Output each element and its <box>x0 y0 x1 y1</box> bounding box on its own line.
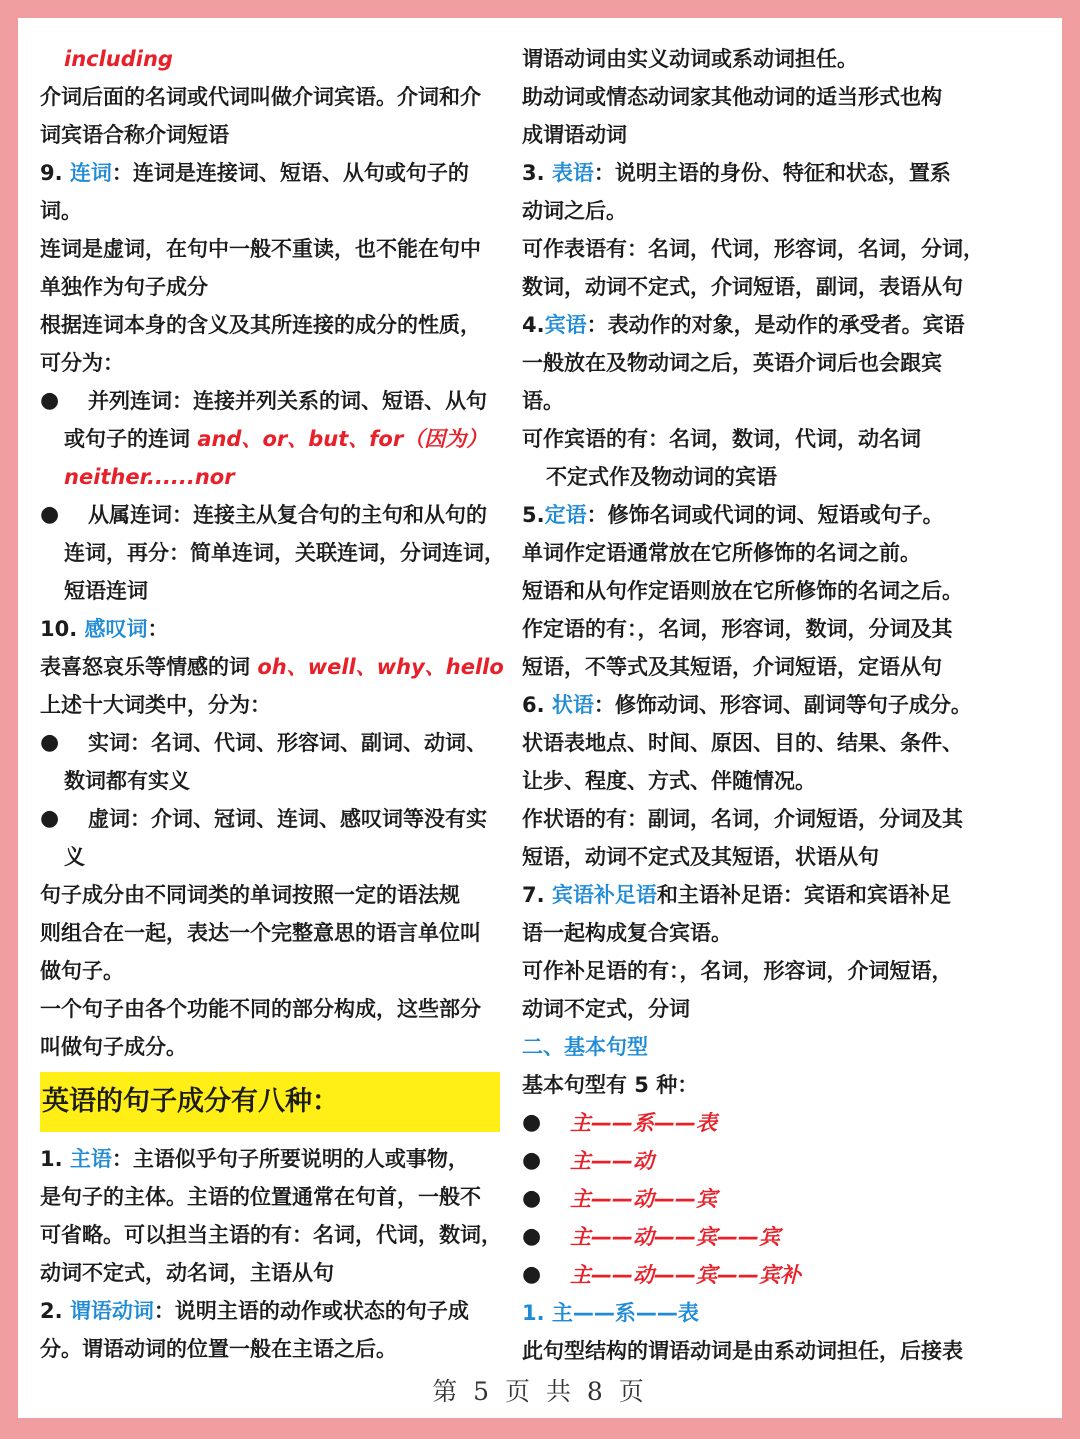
text-line: 分。谓语动词的位置一般在主语之后。 <box>40 1337 397 1361</box>
section-9-heading <box>40 154 512 192</box>
left-column <box>40 40 512 1368</box>
page-number: 第 5 页 共 8 页 <box>432 1377 648 1406</box>
text-line: 根据连词本身的含义及其所连接的成分的性质， <box>40 313 481 337</box>
section-7-heading: 7. 宾语补足语和主语补足语：宾语和宾语补足 <box>522 883 951 907</box>
bullet-item-subordinating: ● 从属连词：连接主从复合句的主句和从句的 <box>40 496 512 534</box>
text-line: 数词，动词不定式，介词短语，副词，表语从句 <box>522 275 963 299</box>
text-line: 基本句型有 5 种： <box>522 1073 699 1097</box>
text-line: 单词作定语通常放在它所修饰的名词之前。 <box>522 541 921 565</box>
text-line: 则组合在一起，表达一个完整意思的语言单位叫 <box>40 921 481 945</box>
text-line: 词宾语合称介词短语 <box>40 123 229 147</box>
text-line: 可作补足语的有：，名词，形容词，介词短语， <box>522 959 953 983</box>
text-line: 不定式作及物动词的宾语 <box>546 465 777 489</box>
term-predicative: 表语 <box>551 161 594 185</box>
bullet-item-content-words: ● 实词：名词、代词、形容词、副词、动词、 <box>40 724 512 762</box>
section-10-heading: 10. 感叹词： <box>40 617 169 641</box>
text-line: 谓语动词由实义动词或系动词担任。 <box>522 47 858 71</box>
bullet-continuation: 短语连词 <box>64 579 148 603</box>
text-line: 是句子的主体。主语的位置通常在句首，一般不 <box>40 1185 481 1209</box>
section-4-heading: 4.宾语：表动作的对象，是动作的承受者。宾语 <box>522 313 965 337</box>
bullet-continuation: 或句子的连词 and、or、but、for（因为） <box>64 427 488 451</box>
bullet-dot-icon: ● <box>522 1186 542 1211</box>
section-1-heading: 1. 主语：主语似乎句子所要说明的人或事物， <box>40 1147 469 1171</box>
text-line: 让步、程度、方式、伴随情况。 <box>522 769 816 793</box>
text-line: 短语，动词不定式及其短语，状语从句 <box>522 845 879 869</box>
bullet-dot-icon: ● <box>40 730 60 755</box>
term-attributive: 定语 <box>544 503 587 527</box>
text-line: 做句子。 <box>40 959 124 983</box>
term-predicate: 谓语动词 <box>69 1299 154 1323</box>
term-adverbial: 状语 <box>551 693 594 717</box>
text-line: 作定语的有：，名词，形容词，数词，分词及其 <box>522 617 953 641</box>
text-line: 一般放在及物动词之后，英语介词后也会跟宾 <box>522 351 942 375</box>
bullet-dot-icon: ● <box>522 1262 542 1287</box>
text-line: 一个句子由各个功能不同的部分构成，这些部分 <box>40 997 481 1021</box>
bullet-continuation: 连词，再分：简单连词，关联连词，分词连词， <box>64 541 505 565</box>
highlight-heading: 英语的句子成分有八种： <box>40 1072 500 1132</box>
example-including: including <box>64 47 173 71</box>
text-line: 句子成分由不同词类的单词按照一定的语法规 <box>40 883 460 907</box>
text-line: 表喜怒哀乐等情感的词 oh、well、why、hello <box>40 655 504 679</box>
section-6-heading: 6. 状语：修饰动词、形容词、副词等句子成分。 <box>522 693 972 717</box>
text-line: 可分为： <box>40 351 124 375</box>
term-subject: 主语 <box>69 1147 112 1171</box>
example-interjections: oh、well、why、hello <box>257 655 504 679</box>
text-line: 状语表地点、时间、原因、目的、结果、条件、 <box>522 731 963 755</box>
pattern-1-heading: 1. 主——系——表 <box>522 1301 699 1325</box>
section-heading-basic-patterns: 二、基本句型 <box>522 1035 648 1059</box>
bullet-item-coordinating: ● 并列连词：连接并列关系的词、短语、从句 <box>40 382 512 420</box>
pattern-item: ● 主——动——宾——宾补 <box>522 1256 1010 1294</box>
bullet-dot-icon: ● <box>40 388 60 413</box>
text-line: 语一起构成复合宾语。 <box>522 921 732 945</box>
term-object: 宾语 <box>544 313 587 337</box>
term-conjunction: 连词 <box>69 161 112 185</box>
section-2-heading: 2. 谓语动词：说明主语的动作或状态的句子成 <box>40 1299 469 1323</box>
text-line: 语。 <box>522 389 564 413</box>
term-interjection: 感叹词 <box>84 617 148 641</box>
text-line: 可省略。可以担当主语的有：名词，代词，数词， <box>40 1223 502 1247</box>
pattern-item: ● 主——动 <box>522 1142 1010 1180</box>
text-line: 此句型结构的谓语动词是由系动词担任，后接表 <box>522 1339 963 1363</box>
bullet-dot-icon: ● <box>522 1148 542 1173</box>
bullet-continuation: 义 <box>64 845 85 869</box>
example-neither-nor: neither......nor <box>64 465 235 489</box>
text-line: 连词是虚词，在句中一般不重读，也不能在句中 <box>40 237 481 261</box>
text-line: 动词不定式，动名词，主语从句 <box>40 1261 334 1285</box>
text-line: 词。 <box>40 199 82 223</box>
text-line: 动词不定式，分词 <box>522 997 690 1021</box>
text-line: 助动词或情态动词家其他动词的适当形式也构 <box>522 85 942 109</box>
section-number: 9. <box>40 161 70 185</box>
section-3-heading: 3. 表语：说明主语的身份、特征和状态，置系 <box>522 161 951 185</box>
section-5-heading: 5.定语：修饰名词或代词的词、短语或句子。 <box>522 503 944 527</box>
term-complement: 宾语补足语 <box>551 883 657 907</box>
text-line: 单独作为句子成分 <box>40 275 208 299</box>
right-column <box>522 40 1010 1370</box>
bullet-dot-icon: ● <box>40 806 60 831</box>
text-line: 短语，不等式及其短语，介词短语，定语从句 <box>522 655 942 679</box>
example-conjunctions: and、or、but、for（因为） <box>197 427 488 451</box>
pattern-item: ● 主——动——宾——宾 <box>522 1218 1010 1256</box>
text-line: 上述十大词类中，分为： <box>40 693 271 717</box>
definition: ：连词是连接词、短语、从句或句子的 <box>111 161 469 185</box>
text-line: 可作宾语的有：名词，数词，代词，动名词 <box>522 427 921 451</box>
bullet-continuation: 数词都有实义 <box>64 769 190 793</box>
bullet-item-function-words: ● 虚词：介词、冠词、连词、感叹词等没有实 <box>40 800 512 838</box>
text-line: 成谓语动词 <box>522 123 627 147</box>
text-line: 动词之后。 <box>522 199 627 223</box>
pattern-item: ● 主——系——表 <box>522 1104 1010 1142</box>
text-line: 作状语的有：副词，名词，介词短语，分词及其 <box>522 807 963 831</box>
text-line: 叫做句子成分。 <box>40 1035 187 1059</box>
text-line: 短语和从句作定语则放在它所修饰的名词之后。 <box>522 579 963 603</box>
text-line: 介词后面的名词或代词叫做介词宾语。介词和介 <box>40 85 481 109</box>
bullet-dot-icon: ● <box>522 1224 542 1249</box>
bullet-dot-icon: ● <box>40 502 60 527</box>
bullet-dot-icon: ● <box>522 1110 542 1135</box>
text-line: 可作表语有：名词，代词，形容词，名词，分词， <box>522 237 984 261</box>
pattern-item: ● 主——动——宾 <box>522 1180 1010 1218</box>
